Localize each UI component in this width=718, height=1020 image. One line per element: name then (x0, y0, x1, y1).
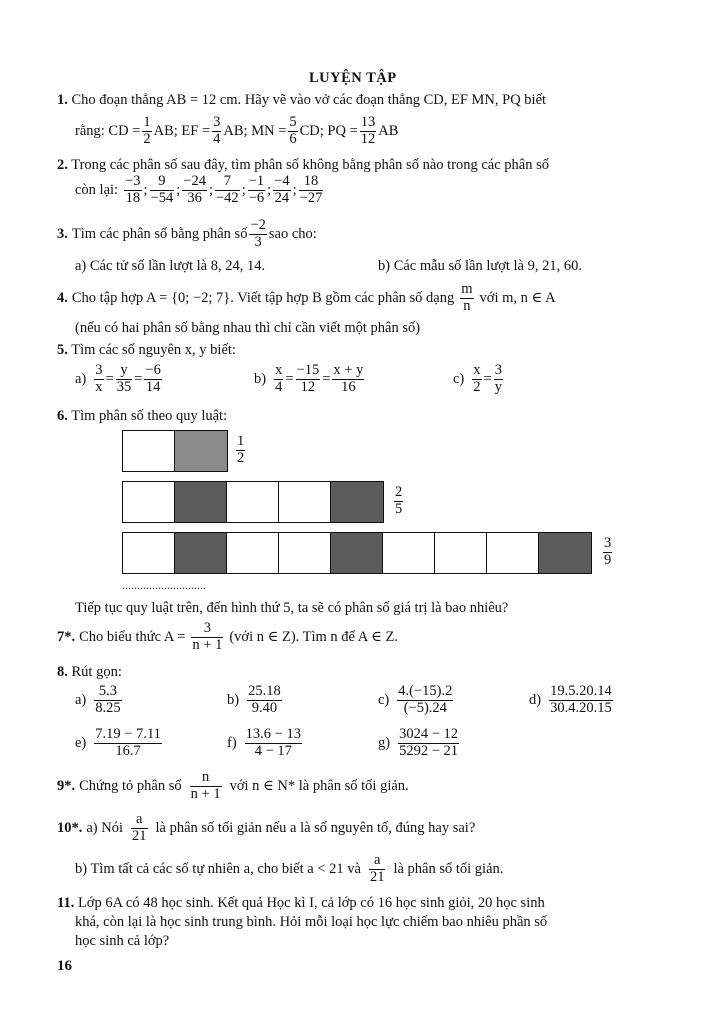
problem-8b: b) $\frac{25.18}{9.40}$ (227, 683, 281, 716)
shaded-square (175, 533, 227, 573)
white-square (435, 533, 487, 573)
problem-2-line1: 2. Trong các phân số sau đây, tìm phân số không bằng phân số nào trong các phân số (57, 157, 549, 173)
problem-9: 9*. Chứng tỏ phân số $\frac{n}{n + 1}$ với n ∈ N* là phân số tối giản. (57, 769, 409, 802)
problem-1-line2: rằng: CD = $\frac{1}{2}$ AB; EF = $\frac{3}{4}$ AB; MN = $\frac{5}{6}$ CD; PQ = $\frac{13}{12}$ AB (75, 114, 399, 147)
fraction: $\frac{3}{4}$ (213, 114, 221, 147)
problem-8g: g) $\frac{3024 - 12}{5292 - 21}$ (378, 726, 459, 759)
problem-8f: f) $\frac{13.6 - 13}{4 - 17}$ (227, 726, 301, 759)
fraction: $\frac{5}{6}$ (289, 114, 297, 147)
pattern-figure-2 (122, 481, 384, 523)
fraction: $\frac{-2}{3}$ (250, 217, 266, 250)
problem-6-question: Tiếp tục quy luật trên, đến hình thứ 5, ta sẽ có phân số giá trị là bao nhiêu? (75, 600, 509, 616)
fraction: $\frac{13}{12}$ (360, 114, 376, 147)
page-title: LUYỆN TẬP (309, 70, 397, 86)
problem-11-line2: khá, còn lại là học sinh trung bình. Hỏi mỗi loại học lực chiếm bao nhiêu phần số (75, 914, 548, 930)
problem-5b: b) $\frac{x}{4}$ = $\frac{-15}{12}$ = $\frac{x + y}{16}$ (254, 362, 364, 395)
problem-5c: c) $\frac{x}{2}$ = $\frac{3}{y}$ (453, 362, 502, 395)
problem-3a: a) Các tử số lần lượt là 8, 24, 14. (75, 258, 266, 274)
problem-8d: d) $\frac{19.5.20.14}{30.4.20.15}$ (529, 683, 612, 716)
page-number: 16 (57, 958, 72, 974)
pattern-figure-1 (122, 430, 228, 472)
white-square (279, 482, 331, 522)
fraction: $\frac{7}{-42}$ (216, 173, 239, 206)
problem-7: 7*. Cho biểu thức A = $\frac{3}{n + 1}$ (với n ∈ Z). Tìm n để A ∈ Z. (57, 620, 398, 653)
fraction: $\frac{-1}{-6}$ (248, 173, 265, 206)
ellipsis-dots: ............................ (122, 578, 206, 592)
problem-8e: e) $\frac{7.19 - 7.11}{16.7}$ (75, 726, 161, 759)
fraction: $\frac{1}{2}$ (143, 114, 151, 147)
white-square (487, 533, 539, 573)
problem-8a: a) $\frac{5.3}{8.25}$ (75, 683, 121, 716)
fraction: $\frac{-24}{36}$ (183, 173, 206, 206)
white-square (123, 482, 175, 522)
shaded-square (175, 431, 227, 471)
white-square (383, 533, 435, 573)
white-square (123, 431, 175, 471)
problem-11-line1: 11. Lớp 6A có 48 học sinh. Kết quả Học kì I, cả lớp có 16 học sinh giỏi, 20 học sinh (57, 895, 545, 911)
shaded-square (331, 482, 383, 522)
white-square (279, 533, 331, 573)
figure-1-fraction: $\frac{1}{2}$ (237, 433, 245, 466)
figure-2-fraction: $\frac{2}{5}$ (395, 484, 403, 517)
problem-8-line1: 8. Rút gọn: (57, 664, 122, 680)
fraction: $\frac{-4}{24}$ (274, 173, 290, 206)
problem-3-line1: 3. Tìm các phân số bằng phân số $\frac{-2}{3}$ sao cho: (57, 217, 317, 250)
problem-8c: c) $\frac{4.(-15).2}{(-5).24}$ (378, 683, 453, 716)
problem-5a: a) $\frac{3}{x}$ = $\frac{y}{35}$ = $\frac{-6}{14}$ (75, 362, 161, 395)
white-square (227, 533, 279, 573)
white-square (123, 533, 175, 573)
fraction: $\frac{-3}{18}$ (125, 173, 141, 206)
pattern-figure-3 (122, 532, 592, 574)
problem-10a: 10*. a) Nói $\frac{a}{21}$ là phân số tối giản nếu a là số nguyên tố, đúng hay sai? (57, 811, 476, 844)
figure-3-fraction: $\frac{3}{9}$ (604, 535, 612, 568)
problem-11-line3: học sinh cả lớp? (75, 933, 170, 949)
problem-2-line2: còn lại: $\frac{-3}{18}$ ; $\frac{9}{-54}$ ; $\frac{-24}{36}$ ; $\frac{7}{-42}$ ; $\frac{-1}{-6}$ ; $\frac{-4}{24}$ ; $\frac{18}{-27}$ (75, 173, 323, 206)
fraction: $\frac{18}{-27}$ (299, 173, 323, 206)
shaded-square (539, 533, 591, 573)
problem-6-line1: 6. Tìm phân số theo quy luật: (57, 408, 228, 424)
problem-4-line1: 4. Cho tập hợp A = {0; −2; 7}. Viết tập hợp B gồm các phân số dạng $\frac{m}{n}$ với m, n ∈ A (57, 281, 556, 314)
fraction: $\frac{9}{-54}$ (150, 173, 174, 206)
fraction: $\frac{m}{n}$ (461, 281, 473, 314)
problem-3b: b) Các mẫu số lần lượt là 9, 21, 60. (378, 258, 582, 274)
white-square (227, 482, 279, 522)
problem-10b: b) Tìm tất cả các số tự nhiên a, cho biết a < 21 và $\frac{a}{21}$ là phân số tối giản. (75, 852, 504, 885)
shaded-square (175, 482, 227, 522)
problem-5-line1: 5. Tìm các số nguyên x, y biết: (57, 342, 236, 358)
problem-4-line2: (nếu có hai phân số bằng nhau thì chỉ cần viết một phân số) (75, 320, 421, 336)
problem-1-line1: 1. Cho đoạn thẳng AB = 12 cm. Hãy vẽ vào vở các đoạn thẳng CD, EF MN, PQ biết (57, 92, 547, 108)
shaded-square (331, 533, 383, 573)
